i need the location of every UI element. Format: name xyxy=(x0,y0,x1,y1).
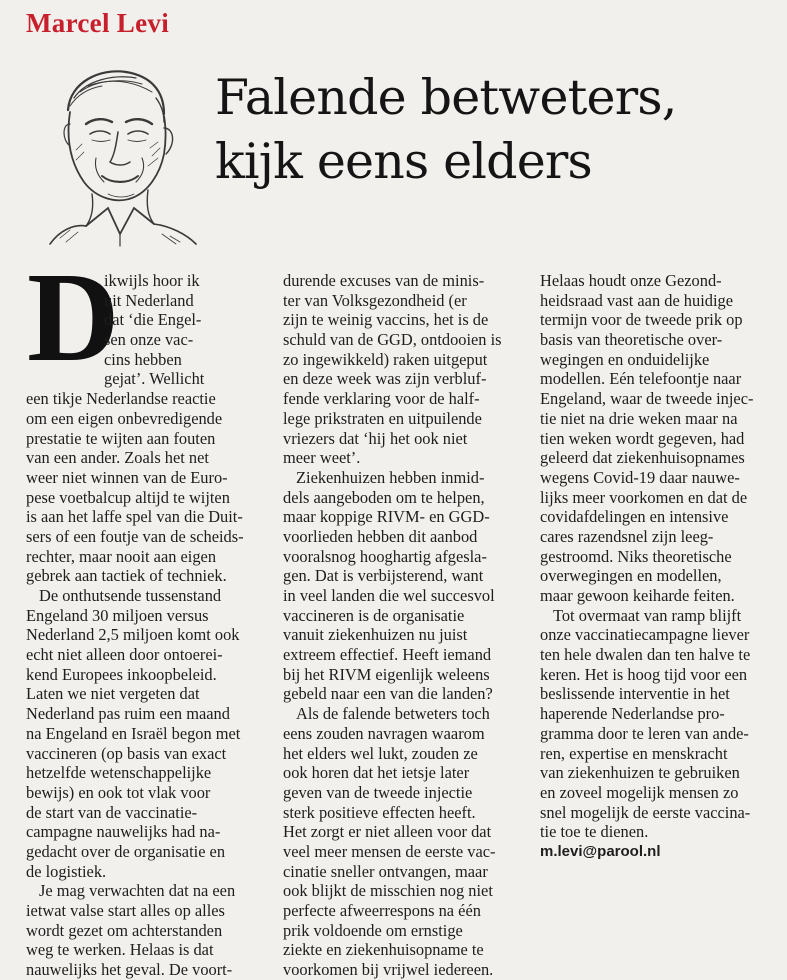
article-line: termijn voor de tweede prik op xyxy=(540,310,743,330)
headline-line: Falende betweters, xyxy=(215,69,677,126)
article-line: geven van de tweede injectie xyxy=(283,782,473,802)
article-line: Nederland pas ruim een maand xyxy=(26,704,230,724)
article-line: ikwijls hoor ik xyxy=(104,271,200,290)
article-line: gen. Dat is verbijsterend, want xyxy=(283,566,484,586)
article-line: Helaas houdt onze Gezond- xyxy=(540,271,722,290)
article-line: tie toe te dienen. xyxy=(540,822,649,842)
article-line: gedacht over de organisatie en xyxy=(26,841,226,861)
article-line: modellen. Eén telefoontje naar xyxy=(540,369,742,389)
article-line: Nederland 2,5 miljoen komt ook xyxy=(26,625,240,645)
article-line: cares razendsnel zijn leeg- xyxy=(540,526,714,546)
article-line: de logistiek. xyxy=(26,861,107,881)
article-line: ten hele dwalen dan ten halve te xyxy=(540,645,751,665)
article-line: beslissende interventie in het xyxy=(540,684,730,704)
article-line: een tikje Nederlandse reactie xyxy=(26,389,216,409)
article-line: is aan het laffe spel van die Duit- xyxy=(26,507,243,527)
article-line: gebrek aan tactiek of techniek. xyxy=(26,566,227,586)
article-headline xyxy=(215,66,775,194)
article-line: ziekte en ziekenhuisopname te xyxy=(283,940,484,960)
article-line: vanuit ziekenhuizen nu juist xyxy=(283,625,468,645)
article-line: snel mogelijk de eerste vaccina- xyxy=(540,802,751,822)
article-line: van een ander. Zoals het net xyxy=(26,448,209,468)
article-line: Engeland 30 miljoen versus xyxy=(26,605,209,625)
article-line: overwegingen en modellen, xyxy=(540,566,722,586)
article-line: pese voetbalcup altijd te wijten xyxy=(26,487,230,507)
article-line: perfecte afweerrespons na één xyxy=(283,901,481,920)
article-line: ren, expertise en menskracht xyxy=(540,743,728,763)
article-line: tien weken wordt gegeven, had xyxy=(540,428,745,448)
article-line: fende verklaring voor de half- xyxy=(283,389,480,409)
article-line: wordt gezet om achterstanden xyxy=(26,920,223,940)
article-line: echt niet alleen door ontoerei- xyxy=(26,645,223,665)
article-line: lege prikstraten en uitpuilende xyxy=(283,408,482,428)
article-line: heidsraad vast aan de huidige xyxy=(540,290,733,310)
article-line: gejat’. Wellicht xyxy=(104,369,205,389)
article-line: gramma door te leren van ande- xyxy=(540,723,749,743)
article-line: covidafdelingen en intensive xyxy=(540,507,729,527)
article-line: ietwat valse start alles op alles xyxy=(26,901,225,920)
article-line: schuld van de GGD, ontdooien is xyxy=(283,330,502,350)
article-line: zo ingewikkeld) raken uitgeput xyxy=(283,349,488,369)
article-line: de start van de vaccinatie- xyxy=(26,802,198,822)
article-line: sterk positieve effecten heeft. xyxy=(283,802,476,822)
article-line: Laten we niet vergeten dat xyxy=(26,684,200,704)
article-line: wegingen en onduidelijke xyxy=(540,349,710,369)
article-line: sen onze vac- xyxy=(104,330,194,350)
article-line: hetzelfde wetenschappelijke xyxy=(26,763,212,783)
article-line: basis van theoretische over- xyxy=(540,330,723,350)
article-column-3 xyxy=(540,271,780,862)
author-email[interactable]: m.levi@parool.nl xyxy=(540,842,661,860)
article-line: ook blijkt de misschien nog niet xyxy=(283,881,493,901)
article-line: cinatie sneller ontvangen, maar xyxy=(283,861,488,881)
article-line: het elders wel lukt, zouden ze xyxy=(283,743,478,763)
article-line: kend Europees inkoopbeleid. xyxy=(26,664,217,684)
article-line: Tot overmaat van ramp blijft xyxy=(553,605,742,625)
article-line: eens zouden navragen waarom xyxy=(283,723,485,743)
article-line: nauwelijks het geval. De voort- xyxy=(26,960,233,980)
article-line: in veel landen die wel succesvol xyxy=(283,586,495,605)
article-line: geleerd dat ziekenhuisopnames xyxy=(540,448,745,468)
article-line: lijks meer voorkomen en dat de xyxy=(540,487,748,507)
author-name: Marcel Levi xyxy=(26,8,169,38)
article-line: en zoveel mogelijk mensen zo xyxy=(540,782,739,802)
article-line: durende excuses van de minis- xyxy=(283,271,485,290)
article-line: gebeld naar een van die landen? xyxy=(283,684,493,704)
article-line: weg te werken. Helaas is dat xyxy=(26,940,214,960)
article-line: en deze week was zijn verbluf- xyxy=(283,369,487,389)
article-line: Ziekenhuizen hebben inmid- xyxy=(296,467,485,487)
article-line: dels aangeboden om te helpen, xyxy=(283,487,485,507)
article-line: vriezers dat ‘hij het ook niet xyxy=(283,428,468,448)
article-line: veel meer mensen de eerste vac- xyxy=(283,841,496,861)
drop-cap: D xyxy=(27,246,120,388)
article-line: rechter, maar nooit aan eigen xyxy=(26,546,217,566)
article-column-2 xyxy=(283,271,523,980)
article-line: van ziekenhuizen te gebruiken xyxy=(540,763,740,783)
article-line: Je mag verwachten dat na een xyxy=(39,881,236,901)
article-line: ook horen dat het ietsje later xyxy=(283,763,470,783)
article-line: meer weet’. xyxy=(283,448,361,468)
article-line: dat ‘die Engel- xyxy=(104,310,202,330)
article-line: cins hebben xyxy=(104,349,182,369)
article-line: maar koppige RIVM- en GGD- xyxy=(283,507,490,527)
article-line: Engeland, waar de tweede injec- xyxy=(540,389,754,409)
article-column-1 xyxy=(26,271,266,980)
article-line: campagne nauwelijks had na- xyxy=(26,822,221,842)
article-line: bewijs) en ook tot vlak voor xyxy=(26,782,211,802)
article-line: extreem effectief. Heeft iemand xyxy=(283,645,492,665)
article-line: haperende Nederlandse pro- xyxy=(540,704,725,724)
article-line: bij het RIVM eigenlijk weleens xyxy=(283,664,490,684)
article-line: vaccineren (op basis van exact xyxy=(26,743,227,763)
article-line: tie niet na drie weken maar na xyxy=(540,408,738,428)
article-line: vaccineren is de organisatie xyxy=(283,605,465,625)
article-line: weer niet winnen van de Euro- xyxy=(26,467,228,487)
article-line: na Engeland en Israël begon met xyxy=(26,723,241,743)
article-line: ter van Volksgezondheid (er xyxy=(283,290,467,310)
article-line: uit Nederland xyxy=(104,290,194,310)
article-line: voorlieden hebben dit aanbod xyxy=(283,526,478,546)
article-line: prik voldoende om ernstige xyxy=(283,920,463,940)
article-line: voorkomen bij vrijwel iedereen. xyxy=(283,960,494,980)
author-portrait xyxy=(30,58,200,248)
article-line: keren. Het is hoog tijd voor een xyxy=(540,664,748,684)
article-line: wegens Covid-19 daar nauwe- xyxy=(540,467,740,487)
article-line: prestatie te wijten aan fouten xyxy=(26,428,216,448)
article-line: onze vaccinatiecampagne liever xyxy=(540,625,750,645)
article-line: gestroomd. Niks theoretische xyxy=(540,546,732,566)
article-line: maar gewoon keiharde feiten. xyxy=(540,586,735,605)
article-line: sers of een foutje van de scheids- xyxy=(26,526,244,546)
article-line: vooralsnog hooghartig afgesla- xyxy=(283,546,487,566)
article-line: Het zorgt er niet alleen voor dat xyxy=(283,822,492,842)
article-line: De onthutsende tussenstand xyxy=(39,586,222,605)
article-line: Als de falende betweters toch xyxy=(296,704,490,724)
article-line: zijn te weinig vaccins, het is de xyxy=(283,310,489,330)
article-line: om een eigen onbevredigende xyxy=(26,408,223,428)
headline-line: kijk eens elders xyxy=(215,133,592,190)
